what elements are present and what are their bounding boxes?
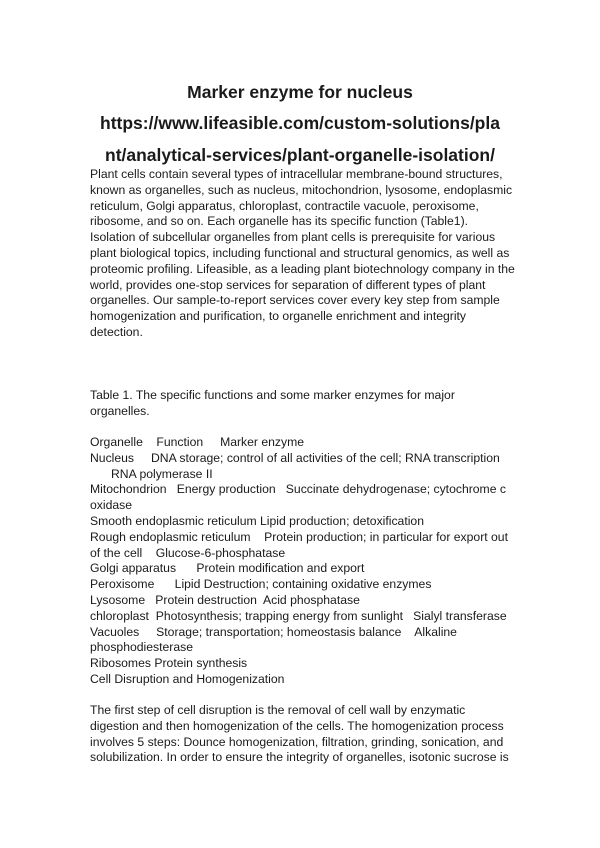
- section-heading: Cell Disruption and Homogenization: [90, 671, 285, 686]
- table-row: Peroxisome Lipid Destruction; containing oxidative enzymes: [90, 577, 432, 592]
- intro-line: organelles. Our sample-to-report services cover every key step from sample: [90, 293, 500, 308]
- caption-line: Table 1. The specific functions and some marker enzymes for major: [90, 388, 455, 402]
- document-title-line-1: Marker enzyme for nucleus: [187, 82, 413, 102]
- document-title-line-2: https://www.lifeasible.com/custom-solutions/pla: [100, 113, 500, 133]
- table-header-row: Organelle Function Marker enzyme: [90, 435, 305, 449]
- table-row: Ribosomes Protein synthesis: [90, 656, 248, 671]
- intro-line: Isolation of subcellular organelles from plant cells is prerequisite for various: [90, 230, 496, 245]
- table-row-continuation: of the cell Glucose-6-phosphatase: [90, 545, 286, 560]
- intro-line: known as organelles, such as nucleus, mitochondrion, lysosome, endoplasmic: [90, 182, 513, 197]
- table-row: Lysosome Protein destruction Acid phosphatase: [90, 592, 360, 607]
- table-row: Rough endoplasmic reticulum Protein production; in particular for export out: [90, 529, 508, 544]
- organelle-table: [90, 435, 520, 688]
- intro-paragraph: [90, 167, 520, 341]
- intro-line: detection.: [90, 324, 143, 339]
- paragraph-line: digestion and then homogenization of the cells. The homogenization process: [90, 718, 504, 733]
- intro-line: Plant cells contain several types of intracellular membrane-bound structures,: [90, 167, 503, 181]
- table-caption: [90, 388, 520, 420]
- paragraph-line: solubilization. In order to ensure the integrity of organelles, isotonic sucrose is: [90, 750, 509, 765]
- paragraph-line: involves 5 steps: Dounce homogenization, filtration, grinding, sonication, and: [90, 734, 504, 749]
- table-row: Smooth endoplasmic reticulum Lipid production; detoxification: [90, 513, 424, 528]
- table-row: Vacuoles Storage; transportation; homeostasis balance Alkaline: [90, 624, 457, 639]
- caption-line: organelles.: [90, 403, 150, 418]
- intro-line: proteomic profiling. Lifeasible, as a leading plant biotechnology company in the: [90, 261, 515, 276]
- intro-line: world, provides one-stop services for separation of different types of plant: [90, 277, 486, 292]
- disruption-paragraph: [90, 703, 520, 766]
- table-row: Golgi apparatus Protein modification and export: [90, 561, 365, 576]
- intro-line: homogenization and purification, to organelle enrichment and integrity: [90, 309, 467, 324]
- table-row-continuation: oxidase: [90, 498, 133, 513]
- table-row: Mitochondrion Energy production Succinate dehydrogenase; cytochrome c: [90, 482, 506, 497]
- table-row: chloroplast Photosynthesis; trapping energy from sunlight Sialyl transferase: [90, 608, 507, 623]
- document-title-line-3: nt/analytical-services/plant-organelle-isolation/: [105, 145, 495, 165]
- table-row-continuation: RNA polymerase II: [111, 466, 213, 481]
- table-row: Nucleus DNA storage; control of all activities of the cell; RNA transcription: [90, 450, 500, 465]
- intro-line: reticulum, Golgi apparatus, chloroplast, contractile vacuole, peroxisome,: [90, 198, 479, 213]
- table-row-continuation: phosphodiesterase: [90, 640, 193, 655]
- intro-line: ribosome, and so on. Each organelle has its specific function (Table1).: [90, 214, 469, 229]
- paragraph-line: The first step of cell disruption is the removal of cell wall by enzymatic: [90, 703, 466, 717]
- intro-line: plant biological topics, including functional and structural genomics, as well as: [90, 245, 510, 260]
